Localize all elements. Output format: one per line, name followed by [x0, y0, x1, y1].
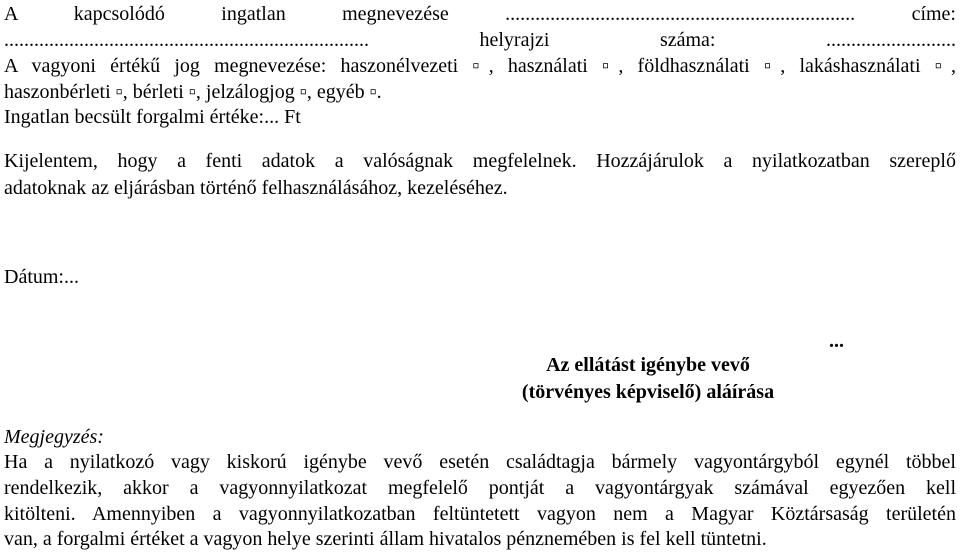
property-right-type-line: A vagyoni értékű jog megnevezése: haszonélvezeti ▫, használati ▫, földhasználati ▫, lakáshasználati ▫, — [4, 55, 956, 77]
property-right-options-line: haszonbérleti ▫, bérleti ▫, jelzálogjog ▫, egyéb ▫. — [4, 81, 382, 103]
date-line: Dátum:... — [4, 266, 79, 288]
note-line-3: kitölteni. Amennyiben a vagyonnyilatkozatban feltüntetett vagyon nem a Magyar Köztársaság területén — [4, 503, 956, 525]
note-line-2: rendelkezik, akkor a vagyonnyilatkozat megfelelő pontját a vagyontárgyak számával egyezően kell — [4, 477, 956, 499]
signature-dots: ... — [829, 330, 844, 352]
market-value-line: Ingatlan becsült forgalmi értéke:... Ft — [4, 106, 301, 128]
declaration-line-1: Kijelentem, hogy a fenti adatok a valóságnak megfelelnek. Hozzájárulok a nyilatkozatban szereplő — [4, 150, 956, 172]
note-line-4: van, a forgalmi értéket a vagyon helye szerinti állam hivatalos pénznemében is fel kell tüntetni. — [4, 528, 767, 550]
property-address-line: ......................................................................... helyrajzi száma: .......................... — [4, 29, 956, 51]
note-line-1: Ha a nyilatkozó vagy kiskorú igénybe vevő esetén családtagja bármely vagyontárgyból egynél többel — [4, 451, 956, 473]
declaration-line-2: adatoknak az eljárásban történő felhasználásához, kezeléséhez. — [4, 177, 508, 199]
property-name-line: A kapcsolódó ingatlan megnevezése ...................................................................... címe: — [4, 3, 956, 25]
signature-label-1: Az ellátást igénybe vevő — [546, 354, 750, 376]
signature-label-2: (törvényes képviselő) aláírása — [521, 381, 775, 403]
note-title: Megjegyzés: — [4, 426, 104, 448]
